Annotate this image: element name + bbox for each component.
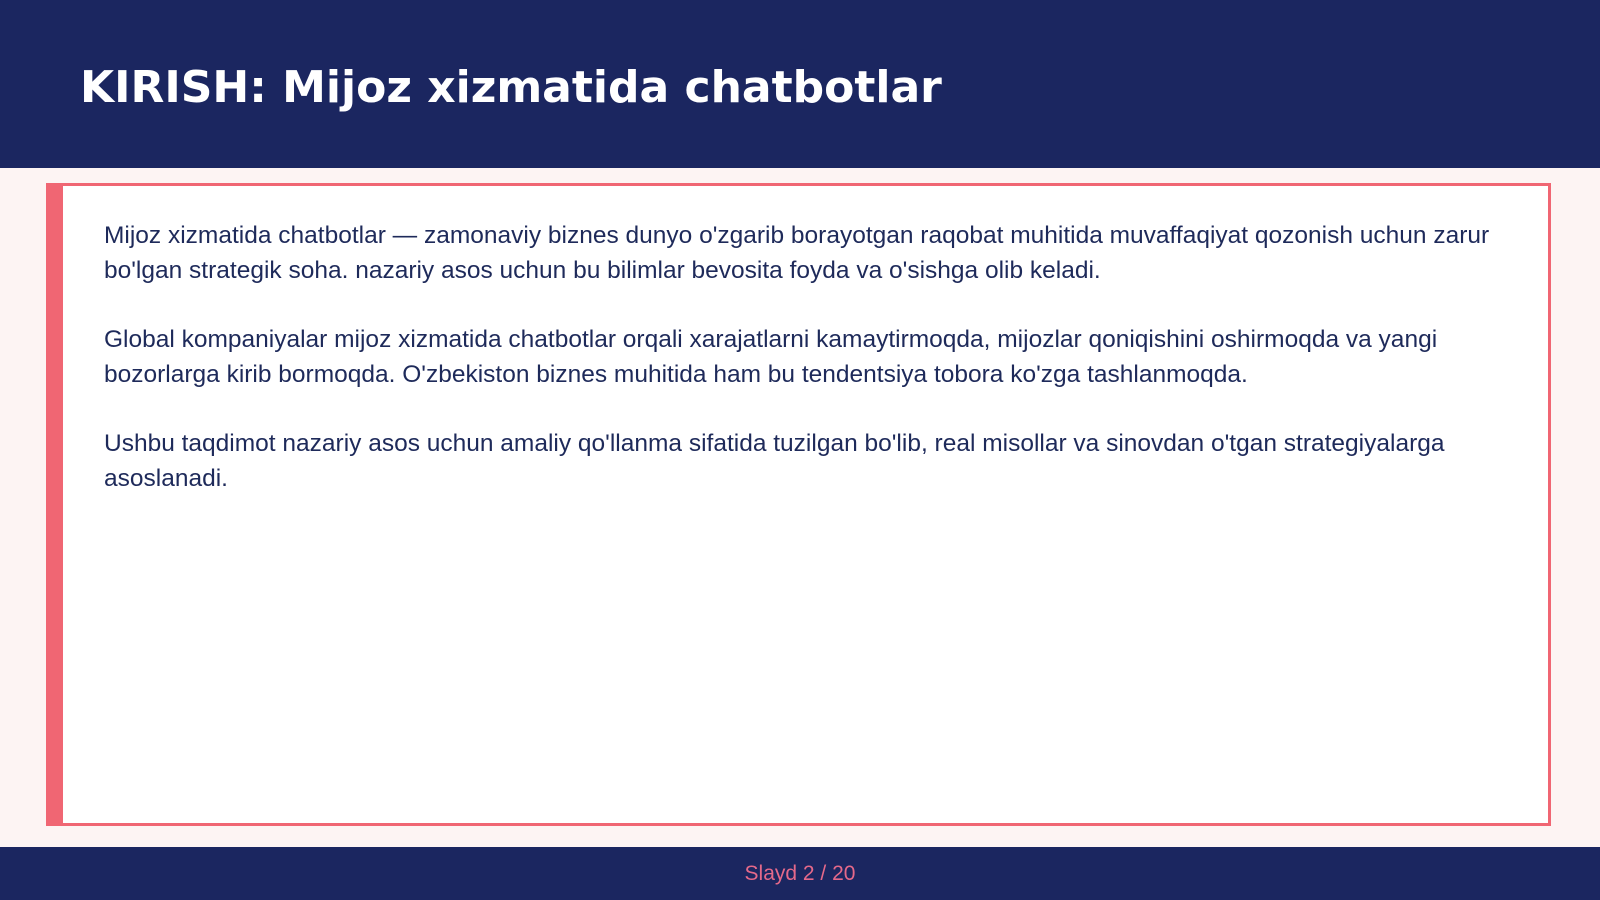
paragraph-purpose: Ushbu taqdimot nazariy asos uchun amaliy qo'llanma sifatida tuzilgan bo'lib, real misollar va sinovdan o'tgan strategiyalarga asoslanadi. <box>104 430 1445 492</box>
slide-header <box>0 0 1600 168</box>
paragraph-intro: Mijoz xizmatida chatbotlar — zamonaviy biznes dunyo o'zgarib borayotgan raqobat muhitida muvaffaqiyat qozonish uchun zarur bo'lgan strategik soha. nazariy asos uchun bu bilimlar bevosita foyda va o'sishga olib keladi. <box>104 222 1490 284</box>
content-body <box>104 218 1524 530</box>
paragraph-global: Global kompaniyalar mijoz xizmatida chatbotlar orqali xarajatlarni kamaytirmoqda, mijozlar qoniqishini oshirmoqda va yangi bozorlarga kirib bormoqda. O'zbekiston biznes muhitida ham bu tendentsiya tobora ko'zga tashlanmoqda. <box>104 326 1438 388</box>
slide-title: KIRISH: Mijoz xizmatida chatbotlar <box>80 62 942 113</box>
slide-footer <box>0 847 1600 900</box>
content-card <box>46 183 1551 826</box>
slide-counter: Slayd 2 / 20 <box>744 862 856 885</box>
